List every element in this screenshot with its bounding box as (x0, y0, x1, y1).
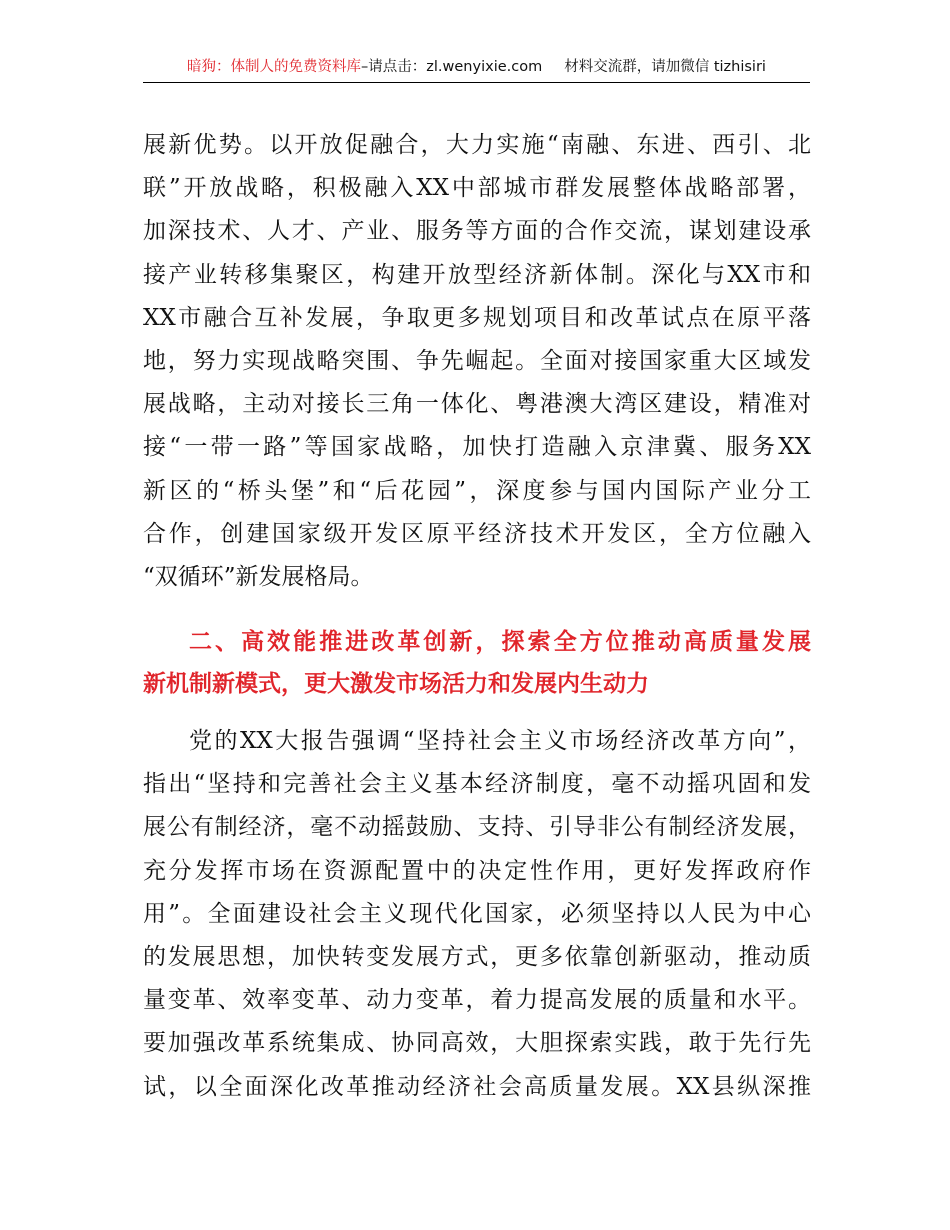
heading-line: 二、高效能推进改革创新，探索全方位推动高质量发展 (189, 629, 811, 656)
page-header (143, 56, 810, 83)
header-site-name: 暗狗：体制人的免费资料库 (187, 59, 362, 75)
paragraph-section-2 (143, 720, 811, 1109)
text-line: 量变革、效率变革、动力变革，着力提高发展的质量和水平。 (143, 987, 811, 1014)
section-heading-2 (143, 621, 811, 705)
text-line: 用”。全面建设社会主义现代化国家，必须坚持以人民为中心 (143, 900, 811, 927)
text-line: 的发展思想，加快转变发展方式，更多依靠创新驱动，推动质 (143, 944, 811, 970)
header-wechat-note: 材料交流群，请加微信 tizhisiri (564, 59, 766, 75)
text-line: 要加强改革系统集成、协同高效，大胆探索实践，敢于先行先 (143, 1030, 811, 1057)
document-body (143, 124, 811, 1109)
text-line: 展新优势。以开放促融合，大力实施“南融、东进、西引、北 (143, 132, 811, 158)
text-line: 展战略，主动对接长三角一体化、粤港澳大湾区建设，精准对 (143, 391, 811, 418)
text-line: 展公有制经济，毫不动摇鼓励、支持、引导非公有制经济发展， (143, 814, 811, 841)
text-line: 地，努力实现战略突围、争先崛起。全面对接国家重大区域发 (143, 347, 811, 374)
heading-line: 新机制新模式，更大激发市场活力和发展内生动力 (143, 671, 649, 698)
text-line: 新区的“桥头堡”和“后花园”，深度参与国内国际产业分工 (143, 477, 811, 504)
text-line: 联”开放战略，积极融入XX中部城市群发展整体战略部署， (143, 175, 811, 202)
text-line: 充分发挥市场在资源配置中的决定性作用，更好发挥政府作 (143, 857, 811, 884)
text-line: 接产业转移集聚区，构建开放型经济新体制。深化与XX市和 (143, 261, 811, 288)
paragraph-opening (143, 124, 811, 599)
text-line: 试，以全面深化改革推动经济社会高质量发展。XX县纵深推 (143, 1073, 811, 1100)
text-line: “双循环”新发展格局。 (143, 563, 374, 590)
text-line: 合作，创建国家级开发区原平经济技术开发区，全方位融入 (143, 520, 811, 547)
text-line: 加深技术、人才、产业、服务等方面的合作交流，谋划建设承 (143, 218, 811, 245)
text-line: XX市融合互补发展，争取更多规划项目和改革试点在原平落 (143, 304, 811, 331)
text-line: 接“一带一路”等国家战略，加快打造融入京津冀、服务XX (143, 434, 811, 461)
text-line: 党的XX大报告强调“坚持社会主义市场经济改革方向”， (189, 728, 811, 755)
header-click-prompt: –请点击： (361, 59, 427, 75)
header-url-link[interactable]: zl.wenyixie.com (426, 59, 543, 75)
text-line: 指出“坚持和完善社会主义基本经济制度，毫不动摇巩固和发 (143, 771, 811, 798)
